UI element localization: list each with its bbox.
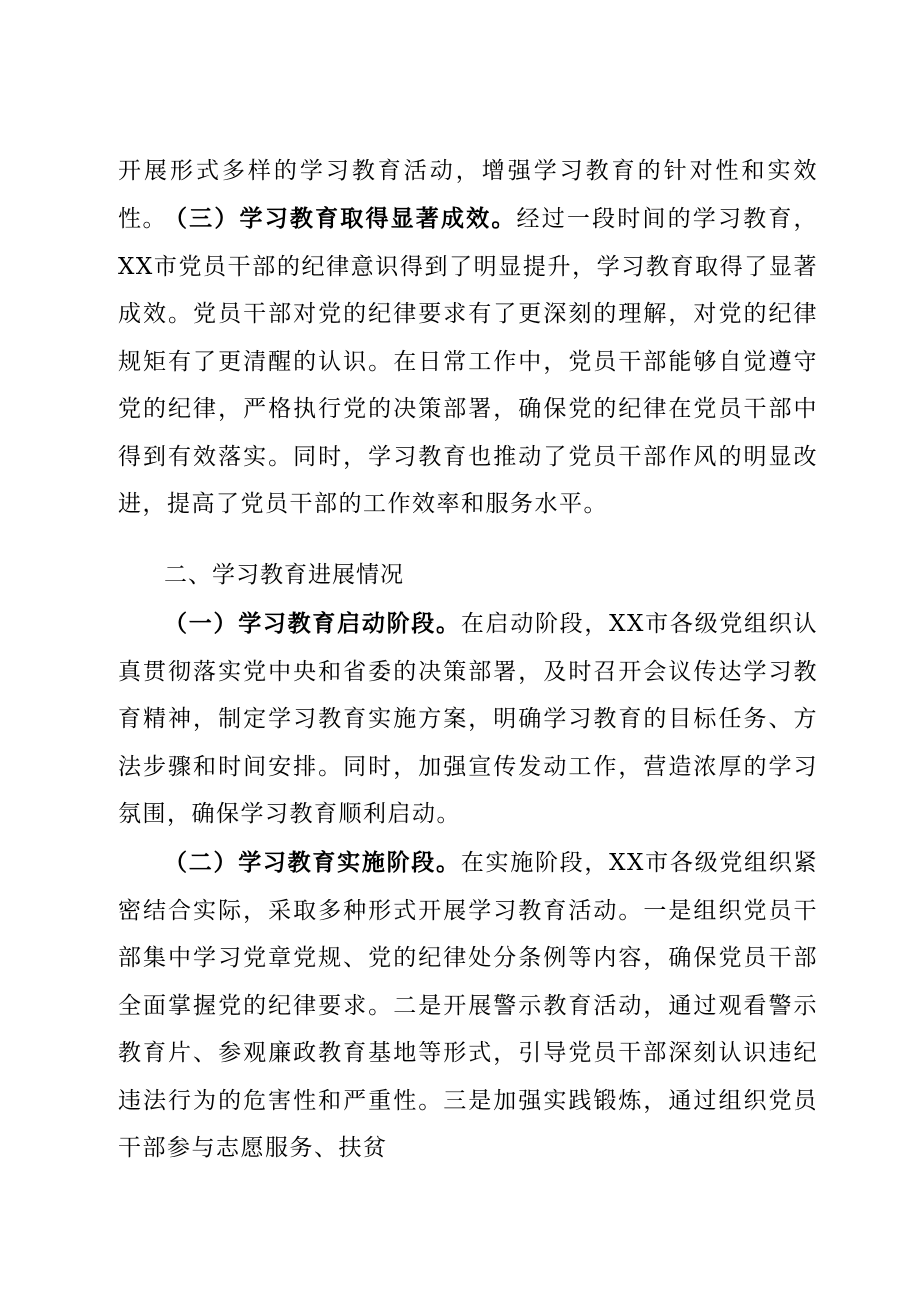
paragraph-achievements [118,196,818,529]
paragraph-text: 在启动阶段，XX市各级党组织认真贯彻落实党中央和省委的决策部署，及时召开会议传达学习教育精神，制定学习教育实施方案，明确学习教育的目标任务、方法步骤和时间安排。同时，加强宣传发动工作，营造浓厚的学习氛围，确保学习教育顺利启动。 [118,611,819,827]
paragraph-lead-title: （二）学习教育实施阶段。 [164,850,461,876]
section-heading: 二、学习教育进展情况 [164,562,404,588]
paragraph-text: 在实施阶段，XX市各级党组织紧密结合实际，采取多种形式开展学习教育活动。一是组织党员干部集中学习党章党规、党的纪律处分条例等内容，确保党员干部全面掌握党的纪律要求。二是开展警示教育活动，通过观看警示教育片、参观廉政教育基地等形式，引导党员干部深刻认识违纪违法行为的危害性和严重性。三是加强实践锻炼，通过组织党员干部参与志愿服务、扶贫 [118,850,819,1161]
paragraph-text: 开展形式多样的学习教育活动，增强学习教育的针对性和实效性。 [118,158,818,232]
paragraph-launch-stage [118,601,818,839]
paragraph-text: 经过一段时间的学习教育，XX市党员干部的纪律意识得到了明显提升，学习教育取得了显著成效。党员干部对党的纪律要求有了更深刻的理解，对党的纪律规矩有了更清醒的认识。在日常工作中，党员干部能够自觉遵守党的纪律，严格执行党的决策部署，确保党的纪律在党员干部中得到有效落实。同时，学习教育也推动了党员干部作风的明显改进，提高了党员干部的工作效率和服务水平。 [118,206,819,517]
paragraph-implementation-stage [118,840,818,1173]
paragraph-lead-title: （一）学习教育启动阶段。 [164,611,461,637]
paragraph-lead-title: （三）学习教育取得显著成效。 [164,206,517,232]
